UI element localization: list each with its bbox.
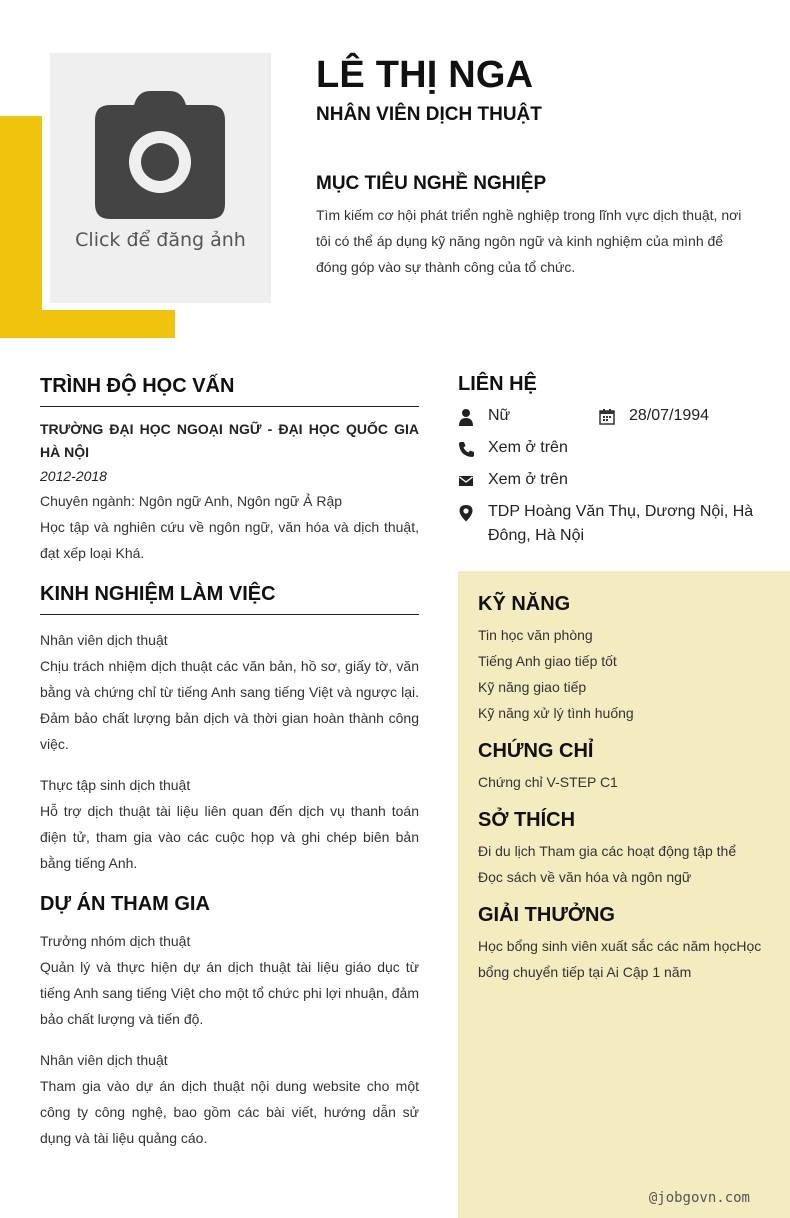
skill-item: Tiếng Anh giao tiếp tốt — [478, 653, 617, 669]
hobby-item: Đi du lịch Tham gia các hoạt động tập thể — [478, 843, 737, 859]
job-title: NHÂN VIÊN DỊCH THUẬT — [316, 104, 542, 125]
accent-bar-horizontal — [0, 310, 175, 338]
experience-description: Chịu trách nhiệm dịch thuật các văn bản, hồ sơ, giấy tờ, văn bằng và chứng chỉ từ tiếng Anh sang tiếng Việt và ngược lại. Đảm bảo chất lượng bản dịch và thời gian hoàn thành công việc. — [40, 658, 419, 752]
project-item — [40, 928, 419, 1032]
address-value: TDP Hoàng Văn Thụ, Dương Nội, Hà Đông, Hà Nội — [488, 503, 754, 544]
candidate-name: LÊ THỊ NGA — [316, 54, 534, 96]
education-title: TRÌNH ĐỘ HỌC VẤN — [40, 375, 419, 407]
awards-title: GIẢI THƯỞNG — [478, 904, 615, 926]
gender-value: Nữ — [488, 407, 511, 424]
skill-item: Kỹ năng xử lý tình huống — [478, 705, 634, 721]
project-role: Nhân viên dịch thuật — [40, 1052, 168, 1068]
experience-role: Thực tập sinh dịch thuật — [40, 777, 191, 793]
phone-icon — [458, 440, 474, 458]
objective-text: Tìm kiếm cơ hội phát triển nghề nghiệp trong lĩnh vực dịch thuật, nơi tôi có thể áp dụng kỹ năng ngôn ngữ và kinh nghiệm của mình để đóng góp vào sự thành công của tổ chức. — [316, 207, 742, 275]
education-major: Chuyên ngành: Ngôn ngữ Anh, Ngôn ngữ Ả Rập — [40, 493, 343, 509]
experience-description: Hỗ trợ dịch thuật tài liệu liên quan đến dịch vụ thanh toán điện tử, tham gia vào các cuộc họp và ghi chép biên bản bằng tiếng Anh. — [40, 803, 419, 871]
phone-value: Xem ở trên — [488, 439, 568, 456]
user-icon — [458, 408, 474, 426]
education-section — [40, 375, 419, 566]
skill-item: Tin học văn phòng — [478, 627, 593, 643]
email-value: Xem ở trên — [488, 471, 568, 488]
camera-icon — [94, 89, 226, 219]
hobbies-section — [478, 809, 770, 890]
experience-item — [40, 627, 419, 757]
project-description: Tham gia vào dự án dịch thuật nội dung website cho một công ty công nghệ, bao gồm các bài viết, hướng dẫn sử dụng và tài liệu quảng cáo. — [40, 1078, 419, 1146]
photo-upload-label: Click để đăng ảnh — [75, 229, 246, 251]
right-sidebar-panel — [458, 571, 790, 1218]
experience-section — [40, 583, 419, 876]
project-role: Trưởng nhóm dịch thuật — [40, 933, 191, 949]
birthday-value: 28/07/1994 — [629, 407, 710, 424]
project-item — [40, 1047, 419, 1151]
objective-title: MỤC TIÊU NGHỀ NGHIỆP — [316, 173, 547, 194]
watermark: @jobgovn.com — [648, 1190, 750, 1206]
project-description: Quản lý và thực hiện dự án dịch thuật tài liệu giáo dục từ tiếng Anh sang tiếng Việt cho một tổ chức phi lợi nhuận, đảm bảo chất lượng và tiến độ. — [40, 959, 419, 1027]
skill-item: Kỹ năng giao tiếp — [478, 679, 587, 695]
hobbies-title: SỞ THÍCH — [478, 809, 576, 831]
skills-title: KỸ NĂNG — [478, 593, 571, 615]
awards-section — [478, 904, 770, 985]
education-description: Học tập và nghiên cứu về ngôn ngữ, văn hóa và dịch thuật, đạt xếp loại Khá. — [40, 519, 419, 561]
experience-title: KINH NGHIỆM LÀM VIỆC — [40, 583, 419, 615]
certificate-item: Chứng chỉ V-STEP C1 — [478, 774, 618, 790]
certificates-section — [478, 740, 770, 795]
contact-section — [458, 373, 758, 544]
education-years: 2012-2018 — [40, 468, 107, 484]
projects-section — [40, 893, 419, 1151]
school-name: TRƯỜNG ĐẠI HỌC NGOẠI NGỮ - ĐẠI HỌC QUỐC GIA HÀ NỘI — [40, 421, 419, 460]
location-pin-icon — [458, 504, 474, 522]
experience-item — [40, 772, 419, 876]
photo-upload[interactable] — [50, 53, 271, 303]
calendar-icon — [599, 408, 615, 426]
mail-icon — [458, 472, 474, 490]
certificates-title: CHỨNG CHỈ — [478, 740, 594, 762]
award-item: Học bổng sinh viên xuất sắc các năm họcHọc bổng chuyển tiếp tại Ai Cập 1 năm — [478, 938, 762, 980]
skills-section — [478, 593, 770, 726]
experience-role: Nhân viên dịch thuật — [40, 632, 168, 648]
hobby-item: Đọc sách về văn hóa và ngôn ngữ — [478, 869, 692, 885]
projects-title: DỰ ÁN THAM GIA — [40, 893, 210, 915]
left-column — [40, 375, 419, 1151]
accent-bar-vertical — [0, 116, 42, 338]
contact-title: LIÊN HỆ — [458, 373, 537, 395]
